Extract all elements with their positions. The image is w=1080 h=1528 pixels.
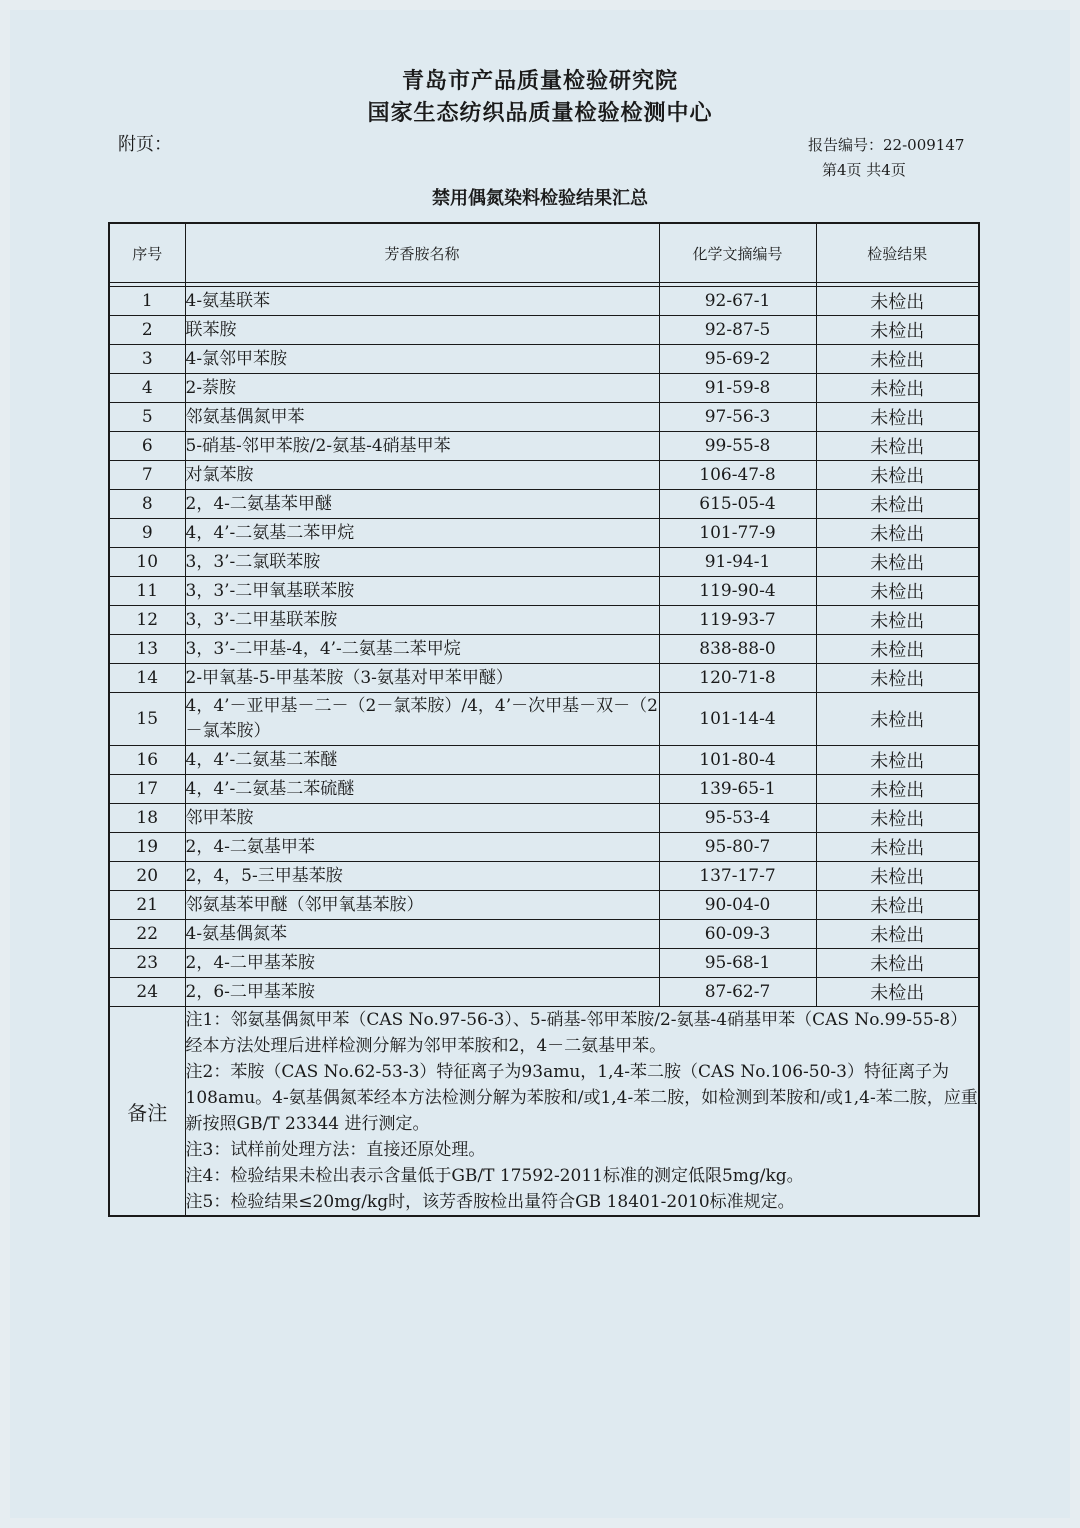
row-result: 未检出 — [816, 693, 979, 746]
column-header-index: 序号 — [109, 223, 185, 283]
table-row — [109, 403, 979, 432]
notes-label: 备注 — [109, 1007, 185, 1217]
row-result: 未检出 — [816, 519, 979, 548]
row-amine-name: 3，3’-二甲基联苯胺 — [185, 606, 659, 635]
row-index: 14 — [109, 664, 185, 693]
table-row — [109, 833, 979, 862]
row-result: 未检出 — [816, 833, 979, 862]
row-cas-number: 91-59-8 — [659, 374, 816, 403]
row-result: 未检出 — [816, 316, 979, 345]
table-row — [109, 316, 979, 345]
row-index: 1 — [109, 287, 185, 316]
table-row — [109, 345, 979, 374]
row-index: 22 — [109, 920, 185, 949]
row-cas-number: 95-80-7 — [659, 833, 816, 862]
row-amine-name: 4-氨基联苯 — [185, 287, 659, 316]
row-amine-name: 对氯苯胺 — [185, 461, 659, 490]
row-index: 12 — [109, 606, 185, 635]
row-amine-name: 3，3’-二甲氧基联苯胺 — [185, 577, 659, 606]
table-row — [109, 461, 979, 490]
row-index: 23 — [109, 949, 185, 978]
row-index: 5 — [109, 403, 185, 432]
row-result: 未检出 — [816, 287, 979, 316]
row-result: 未检出 — [816, 490, 979, 519]
row-result: 未检出 — [816, 461, 979, 490]
row-index: 6 — [109, 432, 185, 461]
row-amine-name: 邻甲苯胺 — [185, 804, 659, 833]
row-index: 16 — [109, 746, 185, 775]
note-5: 注5：检验结果≤20mg/kg时，该芳香胺检出量符合GB 18401-2010标准规定。 — [185, 1192, 795, 1212]
row-cas-number: 615-05-4 — [659, 490, 816, 519]
row-cas-number: 91-94-1 — [659, 548, 816, 577]
note-3: 注3：试样前处理方法：直接还原处理。 — [185, 1140, 486, 1160]
row-amine-name: 2，6-二甲基苯胺 — [185, 978, 659, 1007]
table-row — [109, 775, 979, 804]
results-table — [108, 222, 980, 1217]
row-index: 19 — [109, 833, 185, 862]
row-cas-number: 60-09-3 — [659, 920, 816, 949]
column-header-result: 检验结果 — [816, 223, 979, 283]
note-1: 注1：邻氨基偶氮甲苯（CAS No.97-56-3）、5-硝基-邻甲苯胺/2-氨基-4硝基甲苯（CAS No.99-55-8）经本方法处理后进样检测分解为邻甲苯胺和2，4－二氨基甲苯。 — [185, 1010, 968, 1056]
table-row — [109, 432, 979, 461]
table-header-row — [109, 223, 979, 283]
row-result: 未检出 — [816, 374, 979, 403]
row-amine-name: 4-氯邻甲苯胺 — [185, 345, 659, 374]
row-index: 24 — [109, 978, 185, 1007]
row-result: 未检出 — [816, 920, 979, 949]
row-cas-number: 95-68-1 — [659, 949, 816, 978]
row-cas-number: 119-90-4 — [659, 577, 816, 606]
table-row — [109, 548, 979, 577]
row-amine-name: 4，4’－亚甲基－二－（2－氯苯胺）/4，4’－次甲基－双－（2－氯苯胺） — [185, 693, 659, 746]
table-row — [109, 804, 979, 833]
row-cas-number: 95-69-2 — [659, 345, 816, 374]
row-index: 7 — [109, 461, 185, 490]
row-amine-name: 2，4，5-三甲基苯胺 — [185, 862, 659, 891]
row-amine-name: 3，3’-二甲基-4，4’-二氨基二苯甲烷 — [185, 635, 659, 664]
table-row — [109, 606, 979, 635]
row-cas-number: 92-87-5 — [659, 316, 816, 345]
row-cas-number: 87-62-7 — [659, 978, 816, 1007]
row-cas-number: 97-56-3 — [659, 403, 816, 432]
row-result: 未检出 — [816, 635, 979, 664]
table-row — [109, 635, 979, 664]
row-index: 11 — [109, 577, 185, 606]
table-row — [109, 519, 979, 548]
notes-row — [109, 1007, 979, 1217]
row-amine-name: 2，4-二氨基甲苯 — [185, 833, 659, 862]
row-cas-number: 101-80-4 — [659, 746, 816, 775]
table-row — [109, 577, 979, 606]
row-result: 未检出 — [816, 548, 979, 577]
row-cas-number: 95-53-4 — [659, 804, 816, 833]
table-row — [109, 978, 979, 1007]
table-row — [109, 490, 979, 519]
report-number: 报告编号：22-009147 — [808, 136, 965, 154]
row-cas-number: 119-93-7 — [659, 606, 816, 635]
row-index: 9 — [109, 519, 185, 548]
notes-content — [185, 1007, 979, 1217]
row-amine-name: 4，4’-二氨基二苯甲烷 — [185, 519, 659, 548]
row-amine-name: 2，4-二甲基苯胺 — [185, 949, 659, 978]
document-title: 禁用偶氮染料检验结果汇总 — [432, 188, 648, 209]
row-index: 4 — [109, 374, 185, 403]
row-index: 18 — [109, 804, 185, 833]
row-amine-name: 5-硝基-邻甲苯胺/2-氨基-4硝基甲苯 — [185, 432, 659, 461]
row-cas-number: 101-77-9 — [659, 519, 816, 548]
row-amine-name: 2-甲氧基-5-甲基苯胺（3-氨基对甲苯甲醚） — [185, 664, 659, 693]
table-row — [109, 920, 979, 949]
row-amine-name: 邻氨基苯甲醚（邻甲氧基苯胺） — [185, 891, 659, 920]
row-result: 未检出 — [816, 891, 979, 920]
table-row — [109, 862, 979, 891]
row-amine-name: 4，4’-二氨基二苯硫醚 — [185, 775, 659, 804]
row-amine-name: 4-氨基偶氮苯 — [185, 920, 659, 949]
row-cas-number: 139-65-1 — [659, 775, 816, 804]
row-index: 15 — [109, 693, 185, 746]
row-index: 13 — [109, 635, 185, 664]
row-amine-name: 2-萘胺 — [185, 374, 659, 403]
row-result: 未检出 — [816, 862, 979, 891]
row-index: 10 — [109, 548, 185, 577]
row-result: 未检出 — [816, 804, 979, 833]
row-result: 未检出 — [816, 978, 979, 1007]
row-index: 20 — [109, 862, 185, 891]
row-amine-name: 邻氨基偶氮甲苯 — [185, 403, 659, 432]
row-result: 未检出 — [816, 606, 979, 635]
table-row — [109, 287, 979, 316]
row-result: 未检出 — [816, 746, 979, 775]
row-result: 未检出 — [816, 949, 979, 978]
table-row — [109, 693, 979, 746]
table-row — [109, 949, 979, 978]
row-result: 未检出 — [816, 403, 979, 432]
table-row — [109, 891, 979, 920]
row-index: 3 — [109, 345, 185, 374]
row-result: 未检出 — [816, 775, 979, 804]
row-index: 17 — [109, 775, 185, 804]
row-amine-name: 2，4-二氨基苯甲醚 — [185, 490, 659, 519]
row-result: 未检出 — [816, 577, 979, 606]
row-cas-number: 92-67-1 — [659, 287, 816, 316]
row-cas-number: 106-47-8 — [659, 461, 816, 490]
row-cas-number: 101-14-4 — [659, 693, 816, 746]
row-index: 2 — [109, 316, 185, 345]
institute-name: 青岛市产品质量检验研究院 — [401, 69, 678, 94]
row-result: 未检出 — [816, 664, 979, 693]
row-cas-number: 120-71-8 — [659, 664, 816, 693]
center-name: 国家生态纺织品质量检验检测中心 — [367, 101, 713, 126]
row-result: 未检出 — [816, 345, 979, 374]
page-info: 第4页 共4页 — [822, 161, 906, 179]
note-2: 注2：苯胺（CAS No.62-53-3）特征离子为93amu，1,4-苯二胺（CAS No.106-50-3）特征离子为108amu。4-氨基偶氮苯经本方法检测分解为苯胺和/或1,4-苯二胺，如检测到苯胺和/或1,4-苯二胺，应重新按照GB/T 23344 进行测定。 — [185, 1062, 978, 1134]
row-index: 21 — [109, 891, 185, 920]
row-cas-number: 137-17-7 — [659, 862, 816, 891]
column-header-cas: 化学文摘编号 — [659, 223, 816, 283]
row-cas-number: 838-88-0 — [659, 635, 816, 664]
table-row — [109, 746, 979, 775]
row-amine-name: 3，3’-二氯联苯胺 — [185, 548, 659, 577]
note-4: 注4：检验结果未检出表示含量低于GB/T 17592-2011标准的测定低限5mg/kg。 — [185, 1166, 804, 1186]
row-cas-number: 90-04-0 — [659, 891, 816, 920]
row-amine-name: 4，4’-二氨基二苯醚 — [185, 746, 659, 775]
row-cas-number: 99-55-8 — [659, 432, 816, 461]
row-index: 8 — [109, 490, 185, 519]
row-amine-name: 联苯胺 — [185, 316, 659, 345]
column-header-name: 芳香胺名称 — [185, 223, 659, 283]
row-result: 未检出 — [816, 432, 979, 461]
table-row — [109, 374, 979, 403]
attachment-label: 附页： — [118, 134, 172, 155]
table-row — [109, 664, 979, 693]
